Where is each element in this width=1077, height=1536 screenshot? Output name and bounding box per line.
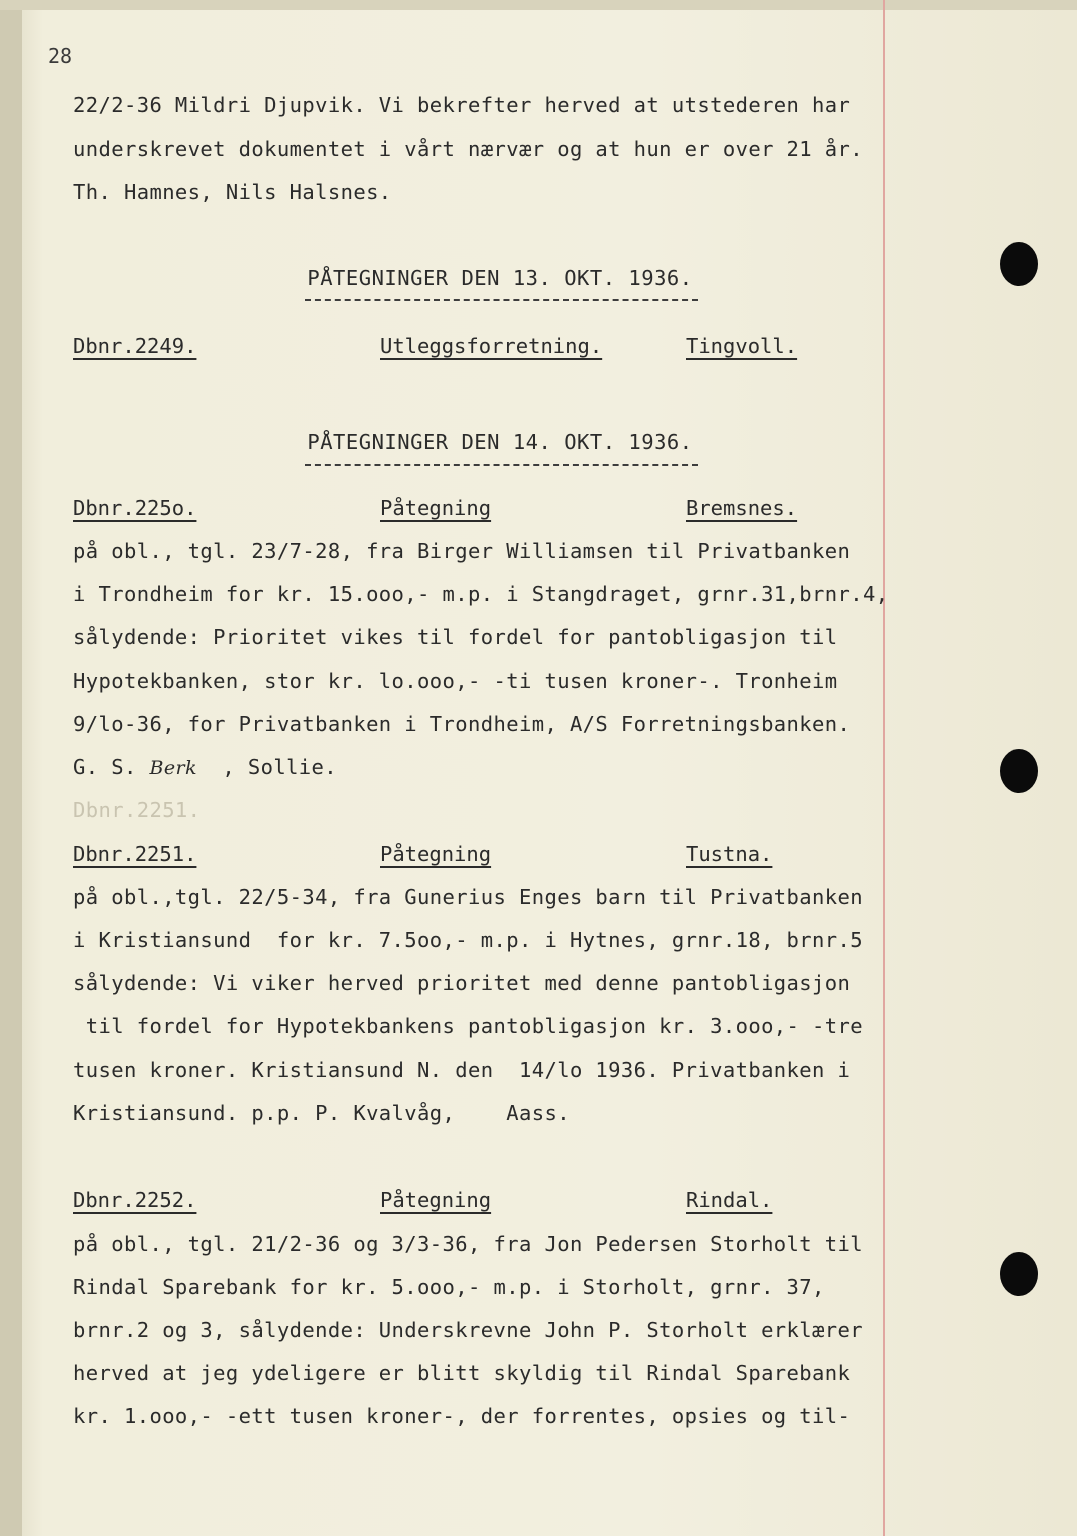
entry-number: Dbnr.2251. bbox=[73, 842, 197, 866]
page-number: 28 bbox=[48, 44, 73, 68]
signature-initials: G. S. bbox=[73, 755, 137, 779]
punch-hole bbox=[1000, 1252, 1038, 1296]
entry-text-line: på obl., tgl. 21/2-36 og 3/3-36, fra Jon Pedersen Storholt til bbox=[73, 1232, 864, 1256]
entry-text-line: på obl., tgl. 23/7-28, fra Birger Williamsen til Privatbanken bbox=[73, 539, 851, 563]
signature-line bbox=[73, 755, 337, 779]
signature-rest: , Sollie. bbox=[222, 755, 338, 779]
entry-number: Dbnr.2249. bbox=[73, 334, 197, 358]
entry-header bbox=[0, 334, 883, 362]
entry-text-line: brnr.2 og 3, sålydende: Underskrevne John P. Storholt erklærer bbox=[73, 1318, 864, 1342]
entry-place: Tingvoll. bbox=[686, 334, 798, 358]
entry-type: Påtegning bbox=[380, 842, 492, 866]
entry-header bbox=[0, 842, 883, 870]
entry-text-line: Hypotekbanken, stor kr. lo.ooo,- -ti tusen kroner-. Tronheim bbox=[73, 669, 838, 693]
entry-text-line: i Kristiansund for kr. 7.5oo,- m.p. i Hytnes, grnr.18, brnr.5 bbox=[73, 928, 864, 952]
red-margin-line bbox=[883, 0, 885, 1536]
entry-header bbox=[0, 1188, 883, 1216]
handwritten-signature: Berk bbox=[149, 757, 197, 779]
section-heading: PÅTEGNINGER DEN 13. OKT. 1936. bbox=[307, 266, 693, 290]
punch-hole bbox=[1000, 749, 1038, 793]
entry-number: Dbnr.2252. bbox=[73, 1188, 197, 1212]
entry-place: Bremsnes. bbox=[686, 496, 798, 520]
entry-number: Dbnr.225o. bbox=[73, 496, 197, 520]
entry-text-line: Rindal Sparebank for kr. 5.ooo,- m.p. i Storholt, grnr. 37, bbox=[73, 1275, 825, 1299]
entry-place: Tustna. bbox=[686, 842, 773, 866]
entry-text-line: sålydende: Vi viker herved prioritet med denne pantobligasjon bbox=[73, 971, 851, 995]
entry-text-line: på obl.,tgl. 22/5-34, fra Gunerius Enges barn til Privatbanken bbox=[73, 885, 864, 909]
entry-text-line: i Trondheim for kr. 15.ooo,- m.p. i Stangdraget, grnr.31,brnr.4, bbox=[73, 582, 889, 606]
entry-text-line: sålydende: Prioritet vikes til fordel for pantobligasjon til bbox=[73, 625, 838, 649]
intro-line: Th. Hamnes, Nils Halsnes. bbox=[73, 180, 392, 204]
entry-text-line: til fordel for Hypotekbankens pantobligasjon kr. 3.ooo,- -tre bbox=[73, 1014, 864, 1038]
intro-line: underskrevet dokumentet i vårt nærvær og at hun er over 21 år. bbox=[73, 137, 864, 161]
entry-type: Påtegning bbox=[380, 496, 492, 520]
entry-text-line: Kristiansund. p.p. P. Kvalvåg, Aass. bbox=[73, 1101, 570, 1125]
entry-text-line: herved at jeg ydeligere er blitt skyldig til Rindal Sparebank bbox=[73, 1361, 851, 1385]
dashed-rule bbox=[305, 464, 698, 466]
section-heading: PÅTEGNINGER DEN 14. OKT. 1936. bbox=[307, 430, 693, 454]
scan-edge-left bbox=[0, 0, 22, 1536]
faded-text: Dbnr.2251. bbox=[73, 798, 201, 822]
dashed-rule bbox=[305, 299, 698, 301]
scan-edge-top bbox=[0, 0, 1077, 10]
entry-text-line: 9/lo-36, for Privatbanken i Trondheim, A/S Forretningsbanken. bbox=[73, 712, 851, 736]
entry-header bbox=[0, 496, 883, 524]
entry-text-line: tusen kroner. Kristiansund N. den 14/lo 1936. Privatbanken i bbox=[73, 1058, 851, 1082]
intro-line: 22/2-36 Mildri Djupvik. Vi bekrefter herved at utstederen har bbox=[73, 93, 851, 117]
entry-type: Utleggsforretning. bbox=[380, 334, 603, 358]
entry-text-line: kr. 1.ooo,- -ett tusen kroner-, der forrentes, opsies og til- bbox=[73, 1404, 851, 1428]
entry-type: Påtegning bbox=[380, 1188, 492, 1212]
punch-hole bbox=[1000, 242, 1038, 286]
entry-place: Rindal. bbox=[686, 1188, 773, 1212]
